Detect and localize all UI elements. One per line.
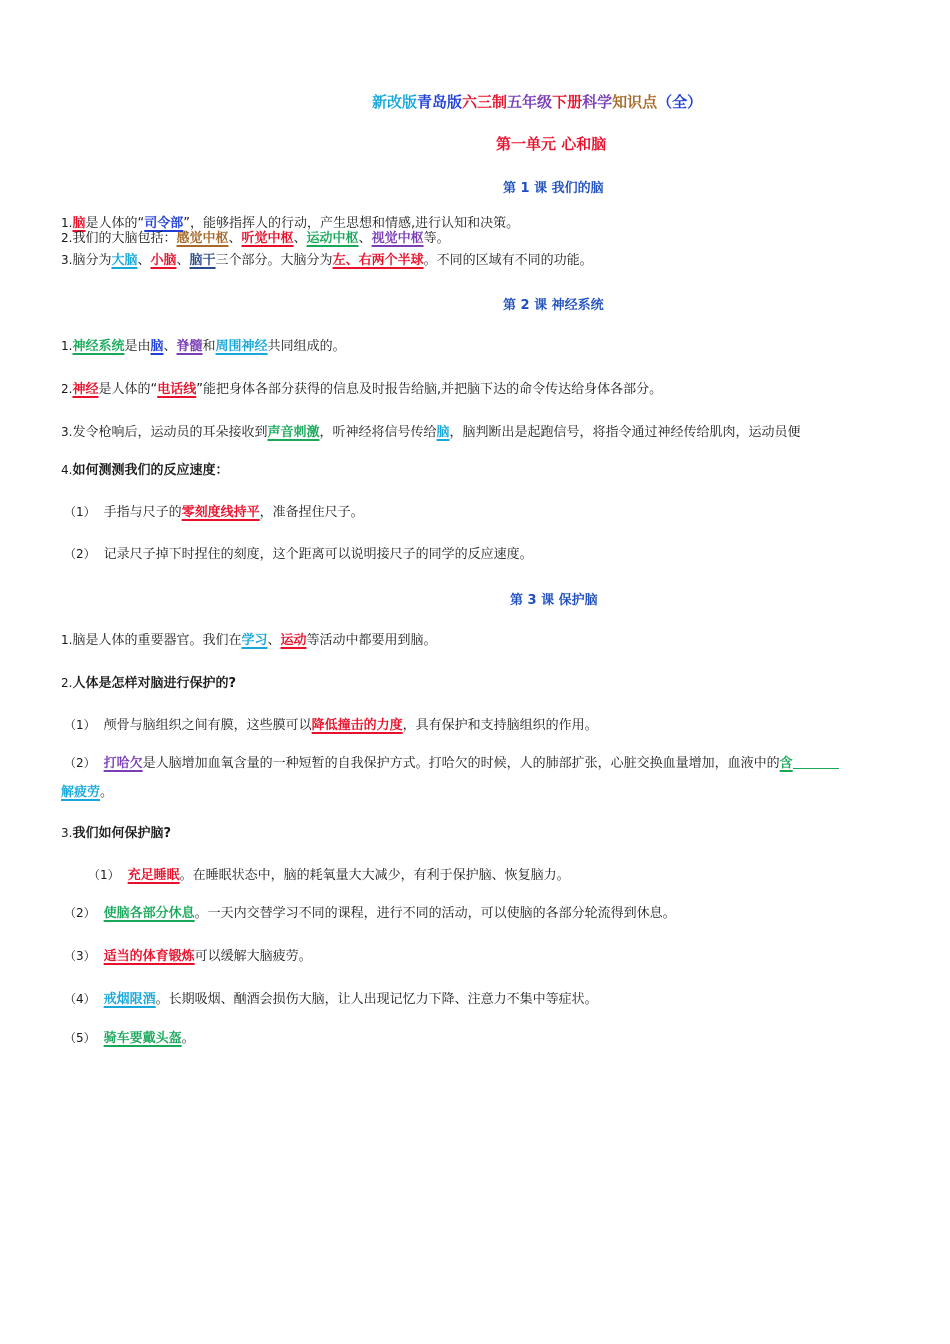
text-segment: 2. (61, 231, 73, 245)
text-segment: 如何测测我们的反应速度： (72, 463, 229, 478)
text-segment: 等。 (423, 231, 450, 246)
text-segment: ”能把身体各部分获得的信息及时报告给脑,并把脑下达的命令传达给身体各部分。 (196, 382, 663, 397)
keyword: 充足睡眠 (127, 868, 180, 883)
text-segment: 是由 (124, 339, 151, 354)
text-segment: 。在睡眠状态中，脑的耗氧量大大减少，有利于保护脑、恢复脑力。 (179, 868, 570, 883)
lesson-2-item-2 (61, 381, 662, 398)
lesson-3-title: 第 3 课 保护脑 (510, 593, 598, 608)
protect-method-5 (64, 1030, 195, 1047)
keyword: 使脑各部分休息 (103, 906, 195, 921)
text-segment: 、 (228, 231, 242, 246)
protect-method-2 (64, 905, 676, 922)
text-segment: ，听神经将信号传给 (319, 425, 437, 440)
lesson-1-item-3 (61, 252, 593, 269)
text-segment: 三个部分。大脑分为 (215, 253, 333, 268)
keyword: 戒烟限酒 (103, 992, 156, 1007)
text-segment: 3. (61, 826, 73, 840)
keyword: 脑 (72, 216, 86, 231)
text-segment: （5） (64, 1031, 96, 1045)
keyword: 司令部 (144, 216, 184, 231)
lesson-3-item-3 (61, 825, 171, 842)
keyword: 打哈欠 (103, 756, 143, 771)
keyword: 小脑 (150, 253, 177, 268)
text-segment: 等活动中都要用到脑。 (306, 633, 437, 648)
text-segment: 3. (61, 253, 73, 267)
lesson-2-title: 第 2 课 神经系统 (503, 298, 604, 313)
title-part: 五年级 (507, 93, 553, 111)
text-segment: 脑分为 (72, 253, 112, 268)
text-segment: （1） (88, 868, 120, 882)
keyword: 降低撞击的力度 (311, 718, 403, 733)
keyword: 听觉中枢 (241, 231, 294, 246)
lesson-1-item-2 (61, 230, 450, 247)
keyword: 神经 (72, 382, 99, 397)
lesson-3-item-1 (61, 632, 437, 649)
text-segment: 手指与尺子的 (103, 505, 182, 520)
keyword: 脊髓 (176, 339, 203, 354)
text-segment: 1. (61, 216, 73, 230)
text-segment: 人体是怎样对脑进行保护的? (72, 676, 236, 691)
text-segment: 我们的大脑包括： (72, 231, 177, 246)
lesson-3-subitem-2-continued (61, 785, 113, 801)
lesson-3-item-2 (61, 675, 236, 692)
keyword: 左、右两个半球 (332, 253, 424, 268)
keyword: 大脑 (111, 253, 138, 268)
lesson-3-subitem-2 (64, 755, 839, 772)
title-part: 六三制 (462, 93, 508, 111)
text-segment: （1） (64, 718, 96, 732)
keyword: 神经系统 (72, 339, 125, 354)
title-part: 青岛版 (417, 93, 463, 111)
keyword: 骑车要戴头盔 (103, 1031, 182, 1046)
continuation-rule (793, 768, 839, 769)
lesson-1-title: 第 1 课 我们的脑 (503, 181, 604, 196)
text-segment: 。一天内交替学习不同的课程，进行不同的活动，可以使脑的各部分轮流得到休息。 (194, 906, 676, 921)
text-segment: 是人体的“ (85, 216, 145, 231)
keyword: 脑 (150, 339, 164, 354)
text-segment: 1. (61, 339, 73, 353)
lesson-3-subitem-1 (64, 717, 598, 734)
text-segment: 、 (176, 253, 190, 268)
text-segment: 是人脑增加血氧含量的一种短暂的自我保护方式。打哈欠的时候，人的肺部扩张，心脏交换血量增加，血液中的 (142, 756, 780, 771)
text-segment: 是人体的“ (98, 382, 158, 397)
text-segment: ，脑判断出是起跑信号，将指令通过神经传给肌肉，运动员便 (449, 425, 801, 440)
lesson-2-subitem-2 (64, 546, 533, 563)
keyword: 周围神经 (215, 339, 268, 354)
keyword: 感觉中枢 (176, 231, 229, 246)
keyword: 视觉中枢 (371, 231, 424, 246)
lesson-2-item-3 (61, 424, 801, 441)
lesson-2-subitem-1 (64, 504, 364, 521)
text-segment: 、 (358, 231, 372, 246)
keyword: 声音刺激 (267, 425, 320, 440)
protect-method-3 (64, 948, 312, 965)
text-segment: 、 (137, 253, 151, 268)
text-segment: ”，能够指挥人的行动，产生思想和情感,进行认知和决策。 (183, 216, 520, 231)
text-segment: 、 (293, 231, 307, 246)
text-segment: ，具有保护和支持脑组织的作用。 (402, 718, 598, 733)
text-segment: 记录尺子掉下时捏住的刻度，这个距离可以说明接尺子的同学的反应速度。 (103, 547, 533, 562)
text-segment: 1. (61, 633, 73, 647)
title-part: 新改版 (372, 93, 418, 111)
text-segment: 、 (267, 633, 281, 648)
text-segment: 可以缓解大脑疲劳。 (194, 949, 312, 964)
keyword: 脑 (436, 425, 450, 440)
text-segment: 2. (61, 382, 73, 396)
text-segment: 。不同的区域有不同的功能。 (423, 253, 593, 268)
title-part: 科学 (582, 93, 613, 111)
keyword: 脑干 (189, 253, 216, 268)
keyword: 运动 (280, 633, 307, 648)
text-segment: （3） (64, 949, 96, 963)
lesson-2-item-4 (61, 462, 228, 479)
text-segment: 。 (100, 785, 114, 800)
keyword: 含 (779, 756, 793, 771)
keyword: 适当的体育锻炼 (103, 949, 195, 964)
title-part: （全） (657, 93, 703, 111)
keyword: 运动中枢 (306, 231, 359, 246)
keyword: 电话线 (157, 382, 197, 397)
text-segment: 3. (61, 425, 73, 439)
text-segment: （2） (64, 547, 96, 561)
title-part: 下册 (552, 93, 583, 111)
text-segment: （2） (64, 756, 96, 770)
keyword: 学习 (241, 633, 268, 648)
text-segment: 。 (181, 1031, 195, 1046)
text-segment: 我们如何保护脑? (72, 826, 171, 841)
lesson-2-item-1 (61, 338, 346, 355)
text-segment: 共同组成的。 (267, 339, 346, 354)
text-segment: （2） (64, 906, 96, 920)
text-segment: 发令枪响后，运动员的耳朵接收到 (72, 425, 268, 440)
keyword: 解疲劳 (61, 785, 101, 800)
text-segment: 4. (61, 463, 73, 477)
text-segment: 、 (163, 339, 177, 354)
text-segment: （4） (64, 992, 96, 1006)
text-segment: （1） (64, 505, 96, 519)
document-title (372, 91, 702, 112)
unit-title: 第一单元 心和脑 (496, 135, 607, 153)
title-part: 知识点 (612, 93, 658, 111)
text-segment: 和 (202, 339, 216, 354)
protect-method-4 (64, 991, 598, 1008)
keyword: 零刻度线持平 (181, 505, 260, 520)
text-segment: ，准备捏住尺子。 (259, 505, 364, 520)
text-segment: 颅骨与脑组织之间有膜，这些膜可以 (103, 718, 312, 733)
text-segment: 2. (61, 676, 73, 690)
text-segment: 。长期吸烟、酗酒会损伤大脑，让人出现记忆力下降、注意力不集中等症状。 (155, 992, 598, 1007)
text-segment: 脑是人体的重要器官。我们在 (72, 633, 242, 648)
protect-method-1 (88, 867, 570, 884)
